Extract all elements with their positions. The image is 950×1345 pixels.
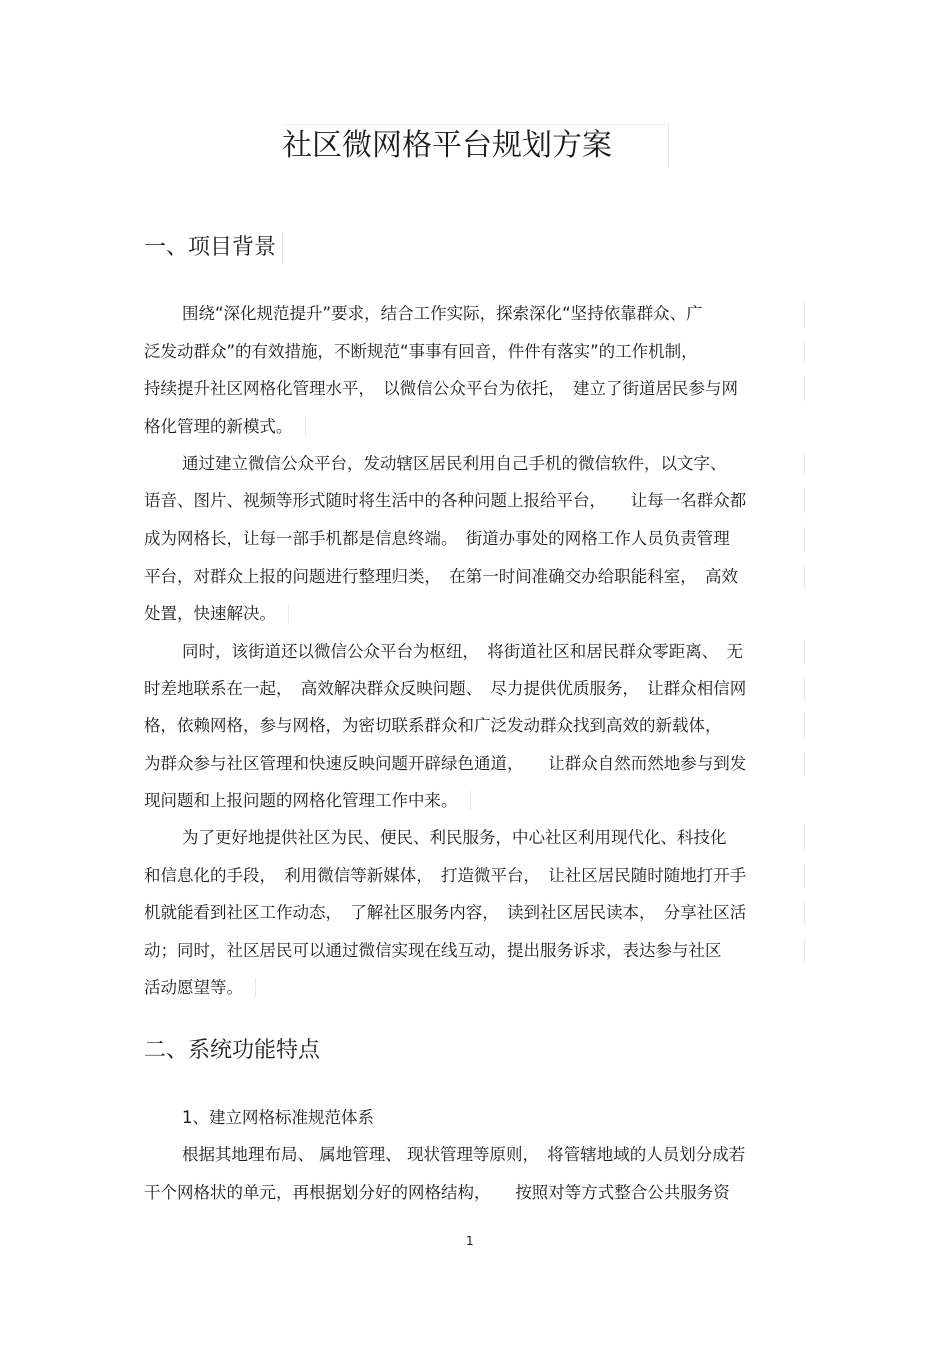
paragraph-line — [144, 415, 306, 439]
paragraph-line: 通过建立微信公众平台，发动辖区居民利用自己手机的微信软件，以文字、 — [144, 452, 805, 476]
page-number: 1 — [466, 1234, 474, 1248]
paragraph-line-text: 处置，快速解决。 — [144, 604, 289, 623]
paragraph-line: 机就能看到社区工作动态， 了解社区服务内容， 读到社区居民读本， 分享社区活 — [144, 901, 805, 925]
paragraph-line: 为了更好地提供社区为民、便民、利民服务，中心社区利用现代化、科技化 — [144, 826, 805, 850]
paragraph-line-text: 现问题和上报问题的网格化管理工作中来。 — [144, 791, 471, 810]
paragraph-line: 围绕“深化规范提升”要求，结合工作实际，探索深化“坚持依靠群众、广 — [144, 302, 805, 326]
paragraph-line — [144, 789, 471, 813]
paragraph-line-text: 格化管理的新模式。 — [144, 417, 306, 436]
paragraph-line: 持续提升社区网格化管理水平， 以微信公众平台为依托， 建立了街道居民参与网 — [144, 377, 805, 401]
paragraph-line: 平台，对群众上报的问题进行整理归类， 在第一时间准确交办给职能科室， 高效 — [144, 565, 805, 589]
paragraph-line: 动；同时，社区居民可以通过微信实现在线互动，提出服务诉求，表达参与社区 — [144, 939, 805, 963]
paragraph-line: 语音、图片、视频等形式随时将生活中的各种问题上报给平台， 让每一名群众都 — [144, 489, 805, 513]
paragraph-line: 泛发动群众”的有效措施，不断规范“事事有回音，件件有落实”的工作机制， — [144, 340, 805, 364]
paragraph-line — [144, 602, 289, 626]
paragraph-line: 成为网格长，让每一部手机都是信息终端。 街道办事处的网格工作人员负责管理 — [144, 527, 805, 551]
section-heading-features: 二、系统功能特点 — [144, 1038, 321, 1063]
paragraph-line: 时差地联系在一起， 高效解决群众反映问题、 尽力提供优质服务， 让群众相信网 — [144, 677, 805, 701]
document-title: 社区微网格平台规划方案 — [282, 124, 669, 167]
paragraph-line: 根据其地理布局、 属地管理、 现状管理等原则， 将管辖地域的人员划分成若 — [182, 1145, 746, 1164]
section-heading-background: 一、项目背景 — [144, 233, 283, 263]
paragraph-line — [144, 976, 256, 1000]
paragraph-line: 为群众参与社区管理和快速反映问题开辟绿色通道， 让群众自然而然地参与到发 — [144, 752, 805, 776]
subheading-grid-standards: 1、建立网格标准规范体系 — [182, 1108, 374, 1127]
paragraph-line: 和信息化的手段， 利用微信等新媒体， 打造微平台， 让社区居民随时随地打开手 — [144, 864, 805, 888]
paragraph-line-text: 活动愿望等。 — [144, 978, 256, 997]
paragraph-line: 格，依赖网格，参与网格，为密切联系群众和广泛发动群众找到高效的新载体， — [144, 714, 805, 738]
paragraph-line: 干个网格状的单元，再根据划分好的网格结构， 按照对等方式整合公共服务资 — [144, 1183, 730, 1202]
paragraph-line: 同时，该街道还以微信公众平台为枢纽， 将街道社区和居民群众零距离、 无 — [144, 640, 805, 664]
